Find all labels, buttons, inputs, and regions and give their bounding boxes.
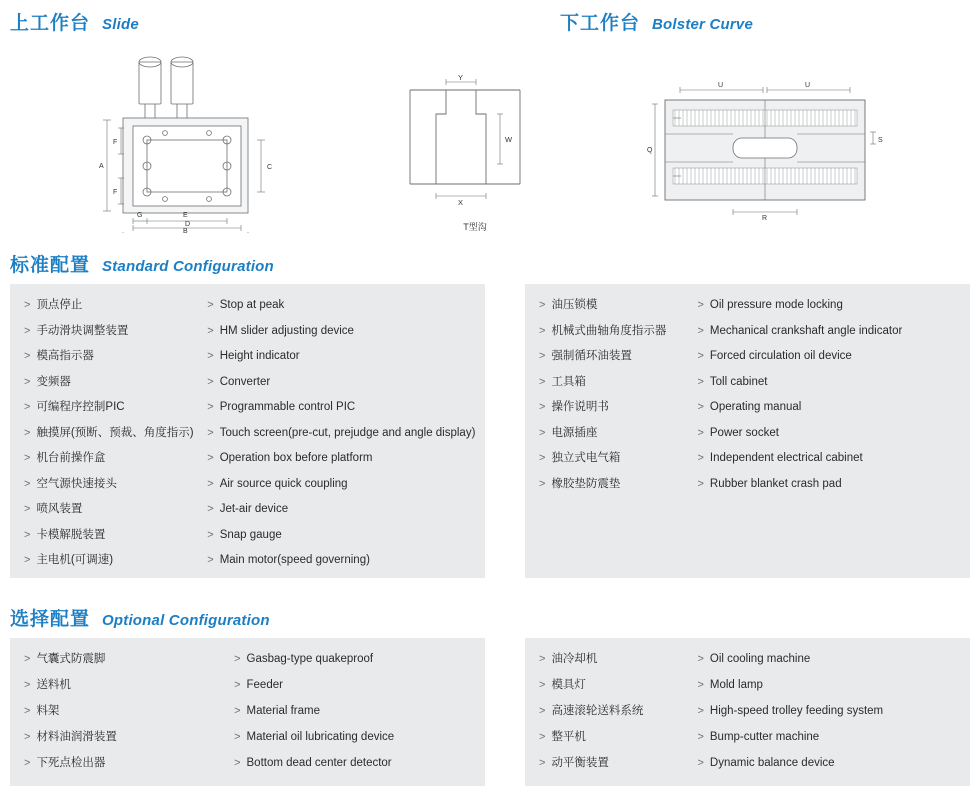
bullet-icon: >: [697, 324, 704, 337]
list-item: [697, 298, 956, 312]
list-item-label: 变频器: [36, 375, 71, 388]
bullet-icon: >: [24, 705, 31, 717]
bullet-icon: >: [539, 705, 546, 717]
list-item-label: Mold lamp: [709, 679, 763, 691]
list-item: [24, 426, 201, 440]
svg-text:G: G: [137, 212, 143, 219]
list-item: [24, 400, 201, 414]
svg-text:E: E: [183, 212, 188, 219]
list-item-label: 机台前操作盒: [36, 452, 106, 464]
list-item: [24, 678, 228, 692]
list-item-label: Bump-cutter machine: [709, 731, 820, 743]
bullet-icon: >: [539, 731, 546, 743]
bullet-icon: >: [234, 679, 241, 691]
svg-text:S: S: [878, 137, 883, 144]
list-item-label: Operation box before platform: [219, 452, 373, 464]
svg-text:U: U: [718, 82, 724, 89]
list-item-label: 模高指示器: [36, 350, 94, 362]
list-item: [539, 652, 691, 666]
list-item-label: Snap gauge: [219, 528, 282, 541]
list-item-label: HM slider adjusting device: [219, 324, 354, 337]
bullet-icon: >: [24, 375, 31, 388]
section-heading-bolster-cn: 下工作台: [560, 13, 641, 34]
bullet-icon: >: [539, 679, 546, 691]
list-item: [539, 477, 691, 491]
list-item: [539, 298, 691, 312]
list-item-label: Stop at peak: [219, 299, 285, 311]
list-item: [697, 756, 956, 770]
list-item: [207, 451, 471, 465]
bullet-icon: >: [697, 350, 704, 362]
list-item: [697, 730, 956, 744]
svg-text:Q: Q: [647, 147, 653, 154]
list-item-label: Feeder: [246, 679, 283, 691]
list-item: [24, 324, 201, 338]
list-item: [207, 477, 471, 491]
list-item: [539, 426, 691, 440]
list-item-label: 料架: [36, 705, 60, 717]
list-item: [539, 730, 691, 744]
standard-right-cn-column: [539, 298, 697, 502]
list-item: [207, 298, 471, 312]
list-item-label: 独立式电气箱: [551, 452, 621, 464]
optional-config-left-panel: [10, 638, 485, 786]
list-item-label: Air source quick coupling: [219, 477, 348, 490]
bullet-icon: >: [697, 705, 704, 717]
bullet-icon: >: [697, 653, 704, 665]
list-item: [24, 730, 228, 744]
list-item-label: 动平衡装置: [551, 757, 609, 769]
bullet-icon: >: [539, 757, 546, 769]
list-item-label: Touch screen(pre-cut, prejudge and angle display): [219, 426, 476, 439]
list-item: [539, 400, 691, 414]
list-item-label: 橡胶垫防震垫: [551, 477, 621, 490]
bullet-icon: >: [24, 426, 31, 439]
list-item: [234, 678, 471, 692]
list-item: [24, 502, 201, 516]
bullet-icon: >: [24, 679, 31, 691]
bullet-icon: >: [24, 554, 31, 566]
bullet-icon: >: [24, 757, 31, 769]
bullet-icon: >: [539, 452, 546, 464]
list-item-label: Toll cabinet: [709, 375, 768, 388]
list-item-label: 气囊式防震脚: [36, 653, 106, 665]
svg-text:Y: Y: [458, 73, 464, 82]
bullet-icon: >: [697, 401, 704, 413]
list-item-label: 油压锁模: [551, 299, 598, 311]
section-heading-bolster-en: Bolster Curve: [652, 16, 753, 33]
svg-text:D: D: [185, 221, 191, 228]
list-item-label: Oil cooling machine: [709, 653, 811, 665]
bullet-icon: >: [539, 477, 546, 490]
standard-config-left-panel: [10, 284, 485, 578]
list-item-label: Jet-air device: [219, 503, 289, 515]
bullet-icon: >: [207, 375, 214, 388]
bullet-icon: >: [24, 477, 31, 490]
section-heading-slide-en: Slide: [102, 16, 139, 33]
list-item: [24, 375, 201, 389]
bolster-drawing: [645, 72, 885, 222]
list-item-label: Converter: [219, 375, 271, 388]
bullet-icon: >: [24, 401, 31, 413]
list-item: [539, 678, 691, 692]
bullet-icon: >: [234, 653, 241, 665]
bullet-icon: >: [539, 401, 546, 413]
list-item-label: 电源插座: [551, 426, 598, 439]
list-item-label: Independent electrical cabinet: [709, 452, 863, 464]
bullet-icon: >: [697, 477, 704, 490]
list-item-label: 触摸屏(预断、预裁、角度指示): [36, 426, 194, 439]
section-heading-optional-cn: 选择配置: [10, 609, 91, 630]
list-item-label: Power socket: [709, 426, 779, 439]
list-item-label: 主电机(可调速): [36, 554, 114, 566]
list-item: [24, 477, 201, 491]
list-item-label: Mechanical crankshaft angle indicator: [709, 324, 903, 337]
list-item-label: 操作说明书: [551, 401, 609, 413]
list-item-label: 机械式曲轴角度指示器: [551, 324, 667, 337]
list-item: [697, 678, 956, 692]
section-heading-slide-cn: 上工作台: [10, 13, 91, 34]
bullet-icon: >: [539, 299, 546, 311]
bullet-icon: >: [24, 528, 31, 541]
list-item: [697, 375, 956, 389]
list-item-label: 工具箱: [551, 375, 586, 388]
list-item: [539, 451, 691, 465]
list-item: [697, 324, 956, 338]
section-heading-slide: [10, 8, 139, 35]
slide-drawing: [85, 48, 285, 233]
list-item-label: Gasbag-type quakeproof: [246, 653, 374, 665]
bullet-icon: >: [207, 401, 214, 413]
list-item: [207, 502, 471, 516]
optional-left-en-column: [234, 652, 471, 782]
bullet-icon: >: [697, 679, 704, 691]
list-item-label: 模具灯: [551, 679, 586, 691]
list-item: [24, 652, 228, 666]
svg-text:U: U: [805, 82, 811, 89]
list-item-label: 顶点停止: [36, 299, 83, 311]
list-item-label: 空气源快速接头: [36, 477, 117, 490]
bullet-icon: >: [207, 426, 214, 439]
svg-text:F: F: [113, 189, 118, 196]
list-item: [539, 349, 691, 363]
list-item-label: Programmable control PIC: [219, 401, 356, 413]
list-item: [234, 704, 471, 718]
list-item: [697, 477, 956, 491]
bullet-icon: >: [697, 299, 704, 311]
list-item: [697, 652, 956, 666]
section-heading-optional-en: Optional Configuration: [102, 612, 270, 629]
tslot-drawing-svg: [400, 72, 550, 232]
optional-left-cn-column: [24, 652, 234, 782]
section-heading-standard-cn: 标准配置: [10, 255, 91, 276]
list-item: [24, 451, 201, 465]
bullet-icon: >: [697, 731, 704, 743]
bullet-icon: >: [539, 324, 546, 337]
list-item-label: Height indicator: [219, 350, 300, 362]
list-item: [207, 426, 476, 440]
bullet-icon: >: [24, 731, 31, 743]
svg-text:X: X: [458, 198, 464, 207]
list-item-label: 下死点检出器: [36, 757, 106, 769]
tslot-drawing: [400, 72, 550, 232]
bullet-icon: >: [24, 299, 31, 311]
list-item: [24, 704, 228, 718]
list-item-label: 材料油润滑装置: [36, 731, 117, 743]
list-item: [207, 528, 471, 542]
bullet-icon: >: [24, 452, 31, 464]
list-item-label: High-speed trolley feeding system: [709, 705, 884, 717]
standard-right-en-column: [697, 298, 956, 502]
list-item-label: Material frame: [246, 705, 321, 717]
standard-left-en-column: [207, 298, 476, 579]
list-item-label: Bottom dead center detector: [246, 757, 392, 769]
section-heading-standard: [10, 250, 274, 277]
bullet-icon: >: [697, 426, 704, 439]
bullet-icon: >: [697, 452, 704, 464]
bullet-icon: >: [539, 350, 546, 362]
section-heading-optional: [10, 604, 270, 631]
list-item-label: Operating manual: [709, 401, 802, 413]
section-heading-bolster: [560, 8, 753, 35]
list-item-label: Forced circulation oil device: [709, 350, 852, 362]
svg-text:R: R: [762, 215, 768, 222]
bullet-icon: >: [207, 350, 214, 362]
bullet-icon: >: [207, 324, 214, 337]
list-item: [539, 324, 691, 338]
bullet-icon: >: [539, 653, 546, 665]
list-item: [539, 704, 691, 718]
list-item-label: 手动滑块调整装置: [36, 324, 129, 337]
bullet-icon: >: [697, 375, 704, 388]
section-heading-standard-en: Standard Configuration: [102, 258, 274, 275]
list-item-label: 可编程序控制PIC: [36, 401, 125, 413]
bullet-icon: >: [24, 350, 31, 362]
bullet-icon: >: [207, 477, 214, 490]
list-item: [207, 349, 471, 363]
standard-left-cn-column: [24, 298, 207, 579]
list-item: [697, 451, 956, 465]
bullet-icon: >: [207, 554, 214, 566]
list-item: [207, 400, 471, 414]
tslot-caption: T型沟: [463, 222, 487, 232]
svg-text:F: F: [113, 139, 118, 146]
bullet-icon: >: [234, 705, 241, 717]
svg-text:A: A: [99, 163, 104, 170]
slide-drawing-svg: [85, 48, 285, 233]
list-item-label: 油冷却机: [551, 653, 598, 665]
list-item: [234, 756, 471, 770]
list-item: [24, 528, 201, 542]
list-item-label: Rubber blanket crash pad: [709, 477, 842, 490]
optional-right-cn-column: [539, 652, 697, 782]
list-item: [234, 730, 471, 744]
bullet-icon: >: [697, 757, 704, 769]
list-item-label: 高速滚轮送料系统: [551, 705, 644, 717]
list-item: [697, 400, 956, 414]
bullet-icon: >: [24, 503, 31, 515]
list-item-label: Dynamic balance device: [709, 757, 835, 769]
list-item-label: 整平机: [551, 731, 586, 743]
svg-text:W: W: [505, 135, 513, 144]
standard-config-right-panel: [525, 284, 970, 578]
list-item: [207, 553, 471, 567]
list-item-label: Main motor(speed governing): [219, 554, 370, 566]
list-item: [24, 756, 228, 770]
bullet-icon: >: [24, 324, 31, 337]
bullet-icon: >: [207, 528, 214, 541]
bullet-icon: >: [539, 375, 546, 388]
bullet-icon: >: [234, 757, 241, 769]
list-item: [234, 652, 471, 666]
list-item: [24, 553, 201, 567]
list-item: [539, 756, 691, 770]
bullet-icon: >: [539, 426, 546, 439]
bullet-icon: >: [207, 299, 214, 311]
list-item-label: Oil pressure mode locking: [709, 299, 843, 311]
list-item: [24, 298, 201, 312]
list-item-label: 喷风装置: [36, 503, 83, 515]
bullet-icon: >: [234, 731, 241, 743]
list-item-label: 强制循环油装置: [551, 350, 632, 362]
list-item: [207, 324, 471, 338]
list-item-label: 卡模解脱装置: [36, 528, 106, 541]
list-item: [539, 375, 691, 389]
list-item: [697, 349, 956, 363]
list-item: [697, 426, 956, 440]
bullet-icon: >: [24, 653, 31, 665]
svg-text:C: C: [267, 164, 273, 171]
svg-text:B: B: [183, 228, 188, 233]
bullet-icon: >: [207, 503, 214, 515]
list-item: [24, 349, 201, 363]
bolster-drawing-svg: [645, 72, 885, 222]
optional-config-right-panel: [525, 638, 970, 786]
list-item-label: Material oil lubricating device: [246, 731, 395, 743]
list-item-label: 送料机: [36, 679, 71, 691]
optional-right-en-column: [697, 652, 956, 782]
bullet-icon: >: [207, 452, 214, 464]
list-item: [697, 704, 956, 718]
list-item: [207, 375, 471, 389]
